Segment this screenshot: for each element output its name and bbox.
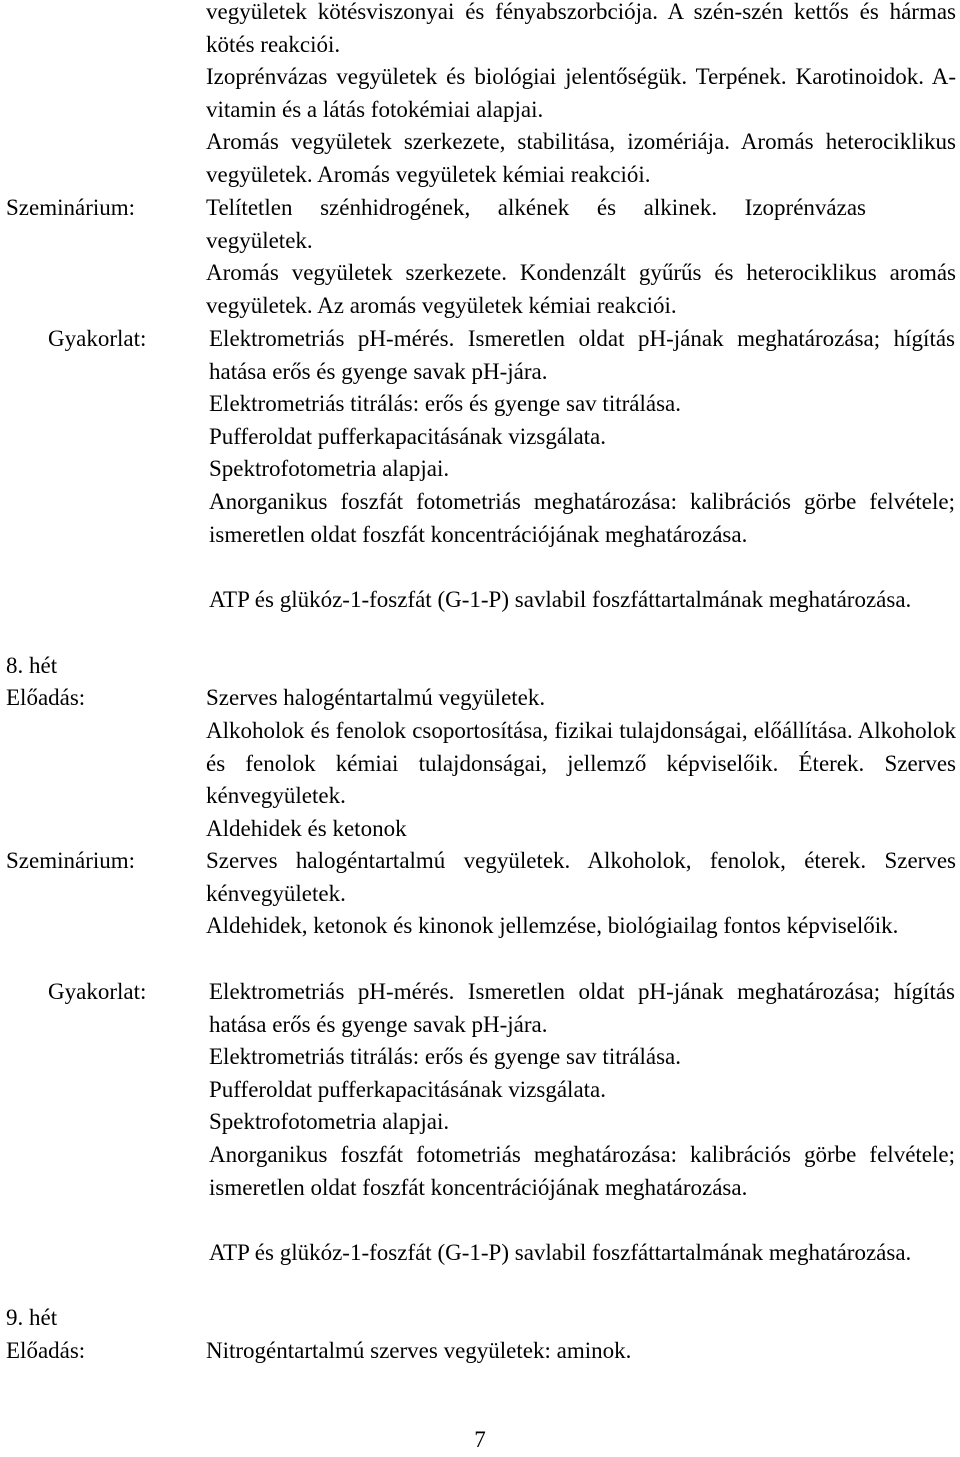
gyakorlat-para-4: Spektrofotometria alapjai. [209,456,450,481]
szeminarium-para-1: Szerves halogéntartalmú vegyületek. Alkoholok, fenolok, éterek. Szerves kénvegyületek. [206,848,956,906]
szeminarium-para-2: Aromás vegyületek szerkezete. Kondenzált gyűrűs és heterociklikus aromás vegyületek. Az aromás vegyületek kémiai reakciói. [206,260,956,318]
gyakorlat-para-2: Elektrometriás titrálás: erős és gyenge sav titrálása. [209,391,681,416]
szeminarium-para-2: Aldehidek, ketonok és kinonok jellemzése, biológiailag fontos képviselőik. [206,913,899,938]
section-label-eloadas: Előadás: [6,685,86,710]
szeminarium-para-1: Telítetlen szénhidrogének, alkének és alkinek. Izoprénvázas vegyületek. [206,195,866,253]
gyakorlat-para-3: Pufferoldat pufferkapacitásának vizsgálata. [209,1077,607,1102]
gyakorlat-para-6: ATP és glükóz-1-foszfát (G-1-P) savlabil foszfáttartalmának meghatározása. [209,1240,912,1265]
gyakorlat-para-5: Anorganikus foszfát fotometriás meghatározása: kalibrációs görbe felvétele; ismeretlen oldat foszfát koncentrációjának meghatározása. [209,489,955,547]
week-heading-9: 9. hét [6,1305,58,1330]
section-label-gyakorlat: Gyakorlat: [48,326,147,351]
eloadas-para-2: Alkoholok és fenolok csoportosítása, fizikai tulajdonságai, előállítása. Alkoholok és fenolok kémiai tulajdonságai, jellemző képviselőik. Éterek. Szerves kénvegyületek. [206,718,956,809]
gyakorlat-para-4: Spektrofotometria alapjai. [209,1109,450,1134]
gyakorlat-para-2: Elektrometriás titrálás: erős és gyenge sav titrálása. [209,1044,681,1069]
page-number: 7 [474,1427,486,1452]
eloadas-para-1: Szerves halogéntartalmú vegyületek. [206,685,546,710]
continuation-para-2: Izoprénvázas vegyületek és biológiai jelentőségük. Terpének. Karotinoidok. A-vitamin és a látás fotokémiai alapjai. [206,64,956,122]
section-label-szeminarium: Szeminárium: [6,195,136,220]
eloadas-para-1: Nitrogéntartalmú szerves vegyületek: aminok. [206,1338,632,1363]
section-label-szeminarium: Szeminárium: [6,848,136,873]
section-label-eloadas: Előadás: [6,1338,86,1363]
gyakorlat-para-6: ATP és glükóz-1-foszfát (G-1-P) savlabil foszfáttartalmának meghatározása. [209,587,912,612]
gyakorlat-para-5: Anorganikus foszfát fotometriás meghatározása: kalibrációs görbe felvétele; ismeretlen oldat foszfát koncentrációjának meghatározása. [209,1142,955,1200]
gyakorlat-para-1: Elektrometriás pH-mérés. Ismeretlen oldat pH-jának meghatározása; hígítás hatása erős és gyenge savak pH-jára. [209,326,955,384]
gyakorlat-para-1: Elektrometriás pH-mérés. Ismeretlen oldat pH-jának meghatározása; hígítás hatása erős és gyenge savak pH-jára. [209,979,955,1037]
week-heading-8: 8. hét [6,653,58,678]
gyakorlat-para-3: Pufferoldat pufferkapacitásának vizsgálata. [209,424,607,449]
continuation-para-1: vegyületek kötésviszonyai és fényabszorbciója. A szén-szén kettős és hármas kötés reakciói. [206,0,956,57]
section-label-gyakorlat: Gyakorlat: [48,979,147,1004]
continuation-para-3: Aromás vegyületek szerkezete, stabilitása, izomériája. Aromás heterociklikus vegyületek. Aromás vegyületek kémiai reakciói. [206,129,956,187]
eloadas-para-3: Aldehidek és ketonok [206,816,407,841]
